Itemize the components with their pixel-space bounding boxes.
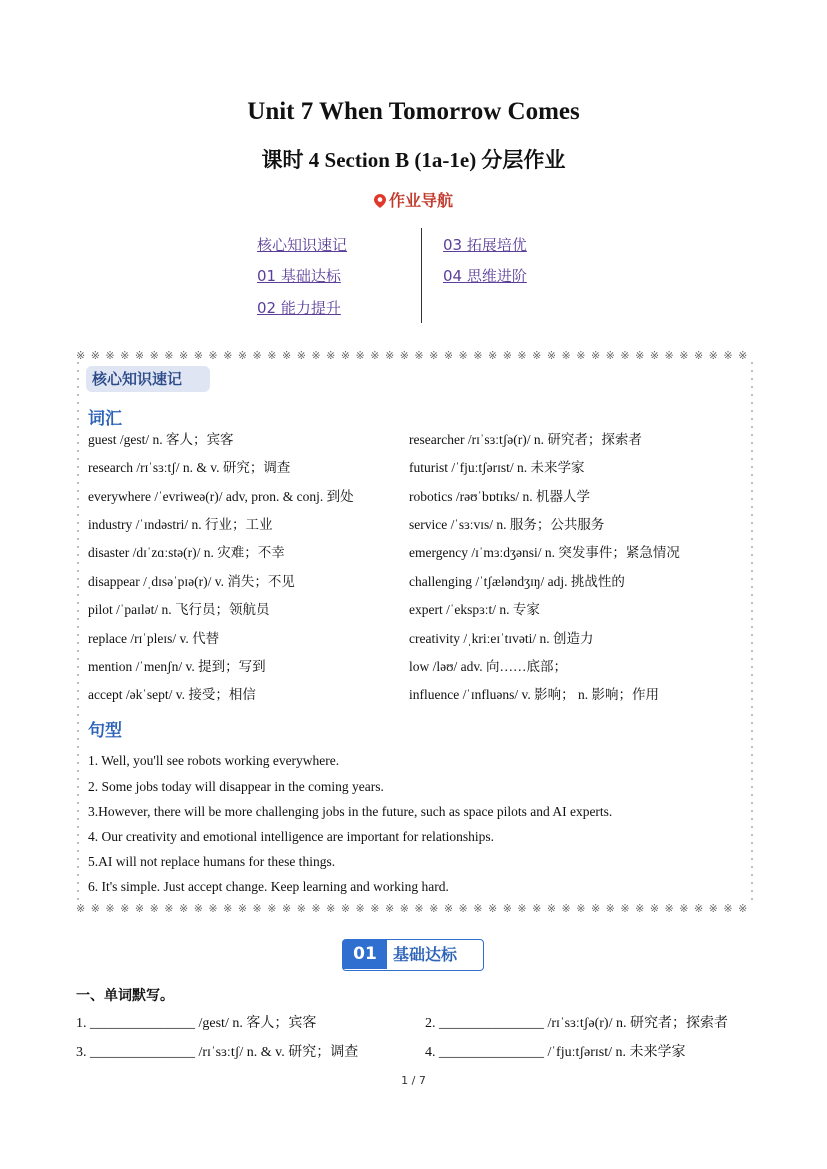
vocab-item: replace /rɪˈpleɪs/ v. 代替 (88, 631, 220, 646)
exercise-number: 4. (425, 1045, 436, 1060)
nav-link-ability[interactable]: 02 能力提升 (257, 299, 341, 317)
exercise-number: 1. (76, 1016, 87, 1031)
answer-blank[interactable]: _______________ (90, 1045, 195, 1060)
vocab-item: robotics /rəʊˈbɒtɪks/ n. 机器人学 (409, 489, 590, 504)
nav-heading-label: 作业导航 (388, 191, 453, 210)
vocab-item: guest /gest/ n. 客人；宾客 (88, 432, 234, 447)
vocab-item: challenging /ˈtʃæləndʒɪŋ/ adj. 挑战性的 (409, 574, 625, 589)
exercise-item (76, 1041, 358, 1061)
exercise-item (425, 1012, 728, 1032)
answer-blank[interactable]: _______________ (439, 1016, 544, 1031)
exercise-text: /gest/ n. 客人；宾客 (195, 1016, 317, 1031)
vocab-item: everywhere /ˈevriweə(r)/ adv, pron. & conj. 到处 (88, 489, 354, 504)
sentence-item: 4. Our creativity and emotional intelligence are important for relationships. (88, 829, 494, 844)
vocab-item: futurist /ˈfjuːtʃərɪst/ n. 未来学家 (409, 460, 585, 475)
vocab-item: industry /ˈɪndəstri/ n. 行业；工业 (88, 517, 273, 532)
vocab-item: mention /ˈmenʃn/ v. 提到；写到 (88, 659, 266, 674)
sentence-heading: 句型 (88, 721, 122, 741)
vocab-item: creativity /ˌkriːeɪˈtɪvəti/ n. 创造力 (409, 631, 594, 646)
page-subtitle: 课时 4 Section B (1a-1e) 分层作业 (261, 148, 566, 172)
exercise-text: /rɪˈsɜːtʃ/ n. & v. 研究；调查 (195, 1045, 359, 1060)
answer-blank[interactable]: _______________ (90, 1016, 195, 1031)
vocab-item: pilot /ˈpaɪlət/ n. 飞行员；领航员 (88, 602, 270, 617)
nav-link-core[interactable]: 核心知识速记 (257, 236, 348, 254)
exercise-item (425, 1041, 686, 1061)
nav-link-thinking[interactable]: 04 思维进阶 (443, 267, 527, 285)
sentence-item: 6. It's simple. Just accept change. Keep learning and working hard. (88, 879, 449, 894)
vocab-item: influence /ˈɪnfluəns/ v. 影响； n. 影响；作用 (409, 687, 659, 702)
vocab-item: expert /ˈekspɜːt/ n. 专家 (409, 602, 540, 617)
part-title: 一、单词默写。 (76, 988, 174, 1004)
vocab-item: disappear /ˌdɪsəˈpɪə(r)/ v. 消失；不见 (88, 574, 295, 589)
vocab-item: research /rɪˈsɜːtʃ/ n. & v. 研究；调查 (88, 460, 291, 475)
section-number: 01 (343, 940, 387, 969)
sentence-item: 1. Well, you'll see robots working everywhere. (88, 753, 340, 768)
vocab-item: low /ləʊ/ adv. 向……底部； (409, 659, 568, 674)
core-knowledge-badge: 核心知识速记 (86, 366, 210, 392)
answer-blank[interactable]: _______________ (439, 1045, 544, 1060)
vocab-item: emergency /ɪˈmɜːdʒənsi/ n. 突发事件；紧急情况 (409, 545, 680, 560)
vocab-item: researcher /rɪˈsɜːtʃə(r)/ n. 研究者；探索者 (409, 432, 642, 447)
exercise-text: /rɪˈsɜːtʃə(r)/ n. 研究者；探索者 (544, 1016, 728, 1031)
vocab-heading: 词汇 (88, 409, 122, 429)
nav-link-basic[interactable]: 01 基础达标 (257, 267, 341, 285)
page-number: 1 / 7 (401, 1074, 426, 1087)
section-label: 基础达标 (393, 945, 458, 964)
vocab-item: service /ˈsɜːvɪs/ n. 服务；公共服务 (409, 517, 605, 532)
vocab-item: accept /əkˈsept/ v. 接受；相信 (88, 687, 256, 702)
page-title: Unit 7 When Tomorrow Comes (247, 98, 580, 125)
exercise-text: /ˈfjuːtʃərɪst/ n. 未来学家 (544, 1045, 686, 1060)
exercise-number: 3. (76, 1045, 87, 1060)
exercise-number: 2. (425, 1016, 436, 1031)
sentence-item: 5.AI will not replace humans for these things. (88, 854, 336, 869)
box-border-top: ※ ※ ※ ※ ※ ※ ※ ※ ※ ※ ※ ※ ※ ※ ※ ※ ※ ※ ※ ※ ※ ※ ※ ※ ※ ※ ※ ※ ※ ※ ※ ※ ※ ※ ※ ※ ※ ※ ※ ※ ※ ※ ※ ※ ※ ※ (76, 350, 749, 362)
sentence-item: 3.However, there will be more challenging jobs in the future, such as space pilots and AI experts. (88, 804, 613, 819)
section-tag-basic (342, 939, 484, 971)
exercise-item (76, 1012, 316, 1032)
box-border-bottom: ※ ※ ※ ※ ※ ※ ※ ※ ※ ※ ※ ※ ※ ※ ※ ※ ※ ※ ※ ※ ※ ※ ※ ※ ※ ※ ※ ※ ※ ※ ※ ※ ※ ※ ※ ※ ※ ※ ※ ※ ※ ※ ※ ※ ※ ※ (76, 903, 749, 915)
nav-link-extend[interactable]: 03 拓展培优 (443, 236, 527, 254)
sentence-item: 2. Some jobs today will disappear in the coming years. (88, 779, 384, 794)
vocab-item: disaster /dɪˈzɑːstə(r)/ n. 灾难；不幸 (88, 545, 285, 560)
